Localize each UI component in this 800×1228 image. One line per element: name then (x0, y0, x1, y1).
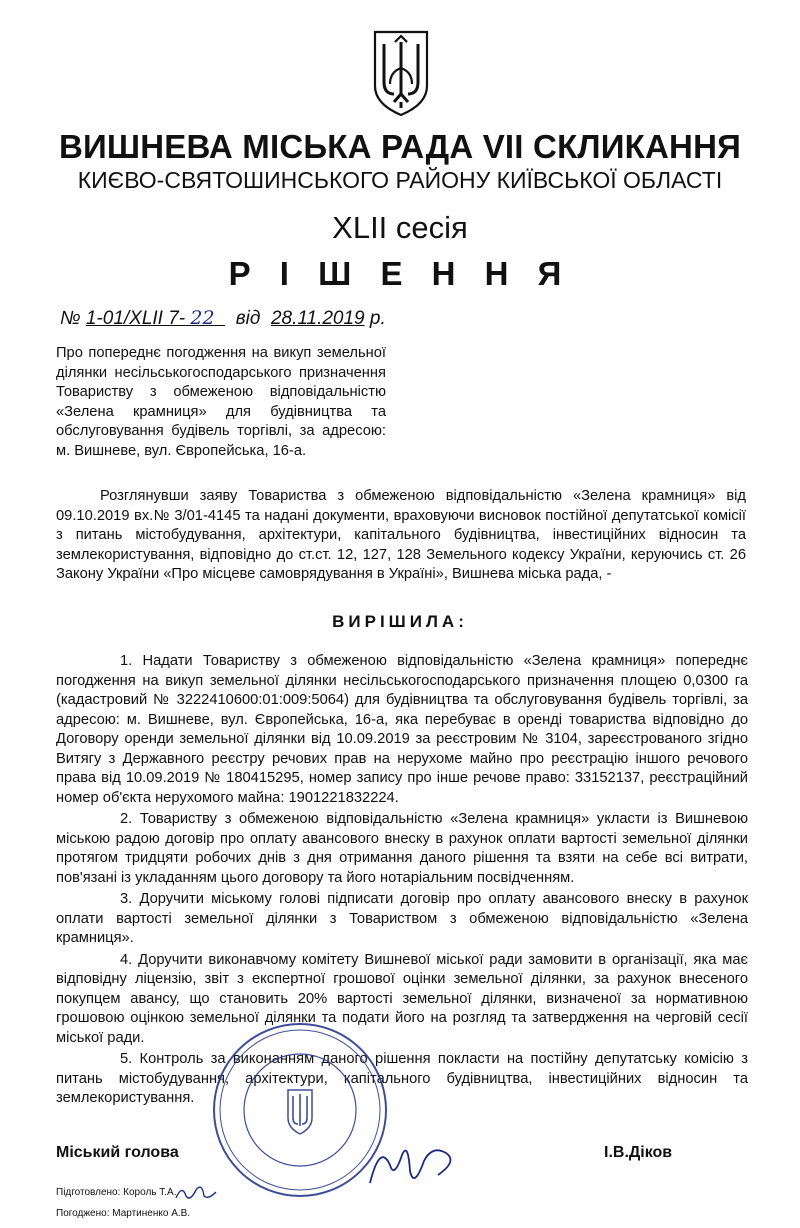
decision-subject: Про попереднє погодження на викуп земельної ділянки несільськогосподарського призначення Товариству з обмеженою відповідальністю «Зелена крамниця» для будівництва та обслуговування будівель торгівлі, за адресою: м. Вишневе, вул. Європейська, 16-а. (56, 345, 386, 459)
from-word: від (235, 308, 261, 329)
decision-number-line (60, 307, 386, 330)
number-sign: № (60, 308, 81, 329)
handwritten-number: 22 (190, 307, 215, 329)
session-number: XLII сесія (332, 210, 468, 245)
prepared-by: Підготовлено: Король Т.А. (56, 1187, 177, 1198)
district-name: КИЄВО-СВЯТОШИНСЬКОГО РАЙОНУ КИЇВСЬКОЇ ОБЛАСТІ (77, 167, 723, 193)
decision-item-2: 2. Товариству з обмеженою відповідальністю «Зелена крамниця» укласти із Вишневою міською радою договір про оплату авансового внеску в рахунок оплати вартості земельної ділянки протягом тридцяти робочих днів з дня отримання даного рішення та взяти на себе всі витрати, пов'язані із укладанням цього договору та його нотаріальним посвідченням. (56, 811, 748, 886)
document-title: Р І Ш Е Н Н Я (228, 255, 572, 292)
decision-item-1: 1. Надати Товариству з обмеженою відповідальністю «Зелена крамниця» попереднє погодження на викуп земельної ділянки несільськогосподарського призначення площею 0,0300 га (кадастровий № 3222410600:01:009:5064) для будівництва та обслуговування будівель торгівлі, за адресою: м. Вишневе, вул. Європейська, 16-а, яка перебуває в оренді товариства відповідно до Договору оренди земельної ділянки від 10.09.2019 за реєстровим № 3104, зареєстрованого згідно Витягу з Державного реєстру речових прав на нерухоме майно про реєстрацію іншого речового права від 10.09.2019 № 180415295, номер запису про інше речове право: 33152137, реєстраційний номер об'єкта нерухомого майна: 1901221832224. (56, 653, 748, 806)
signature-title: Міський голова (56, 1144, 179, 1161)
decision-item-3: 3. Доручити міському голові підписати договір про оплату авансового внеску в рахунок оплати вартості земельної ділянки з Товариством з обмеженою відповідальністю «Зелена крамниця». (56, 891, 748, 946)
mayor-signature (350, 1135, 470, 1195)
agreed-by: Погоджено: Мартиненко А.В. (56, 1208, 191, 1219)
signature-name: І.В.Діков (604, 1144, 673, 1161)
preamble: Розглянувши заяву Товариства з обмеженою відповідальністю «Зелена крамниця» від 09.10.2019 вх.№ 3/01-4145 та надані документи, враховуючи висновок постійної депутатської комісії з питань містобудування, архітектури, капітального будівництва, інвестиційних відносин та землекористування, відповідно до ст.ст. 12, 127, 128 Земельного кодексу України, керуючись ст. 26 Закону України «Про місцеве самоврядування в Україні», Вишнева міська рада, - (56, 488, 746, 582)
coat-of-arms-trident-icon (372, 28, 430, 118)
decision-number: 1-01/XLII 7- 22 (85, 307, 215, 329)
decided-heading: ВИРІШИЛА: (332, 612, 468, 631)
decision-date: 28.11.2019 (270, 308, 365, 329)
decision-items (56, 652, 748, 1111)
decision-item-5: 5. Контроль за виконанням даного рішення покласти на постійну депутатську комісію з питань містобудування, архітектури, капітального будівництва, інвестиційних відносин та землекористування. (56, 1051, 748, 1106)
preparer-initials (172, 1182, 220, 1204)
year-suffix: р. (369, 308, 386, 329)
council-name: ВИШНЕВА МІСЬКА РАДА VII СКЛИКАННЯ (58, 128, 742, 165)
decision-item-4: 4. Доручити виконавчому комітету Вишневої міської ради замовити в організації, яка має відповідну ліцензію, звіт з експертної грошової оцінки земельної ділянки, за рахунок внесеного покупцем авансу, що становить 20% вартості земельної ділянки, визначеної за нормативною грошовою оцінкою земельної ділянки та подати його на розгляд та затвердження на черговій сесії міської ради. (56, 951, 748, 1046)
